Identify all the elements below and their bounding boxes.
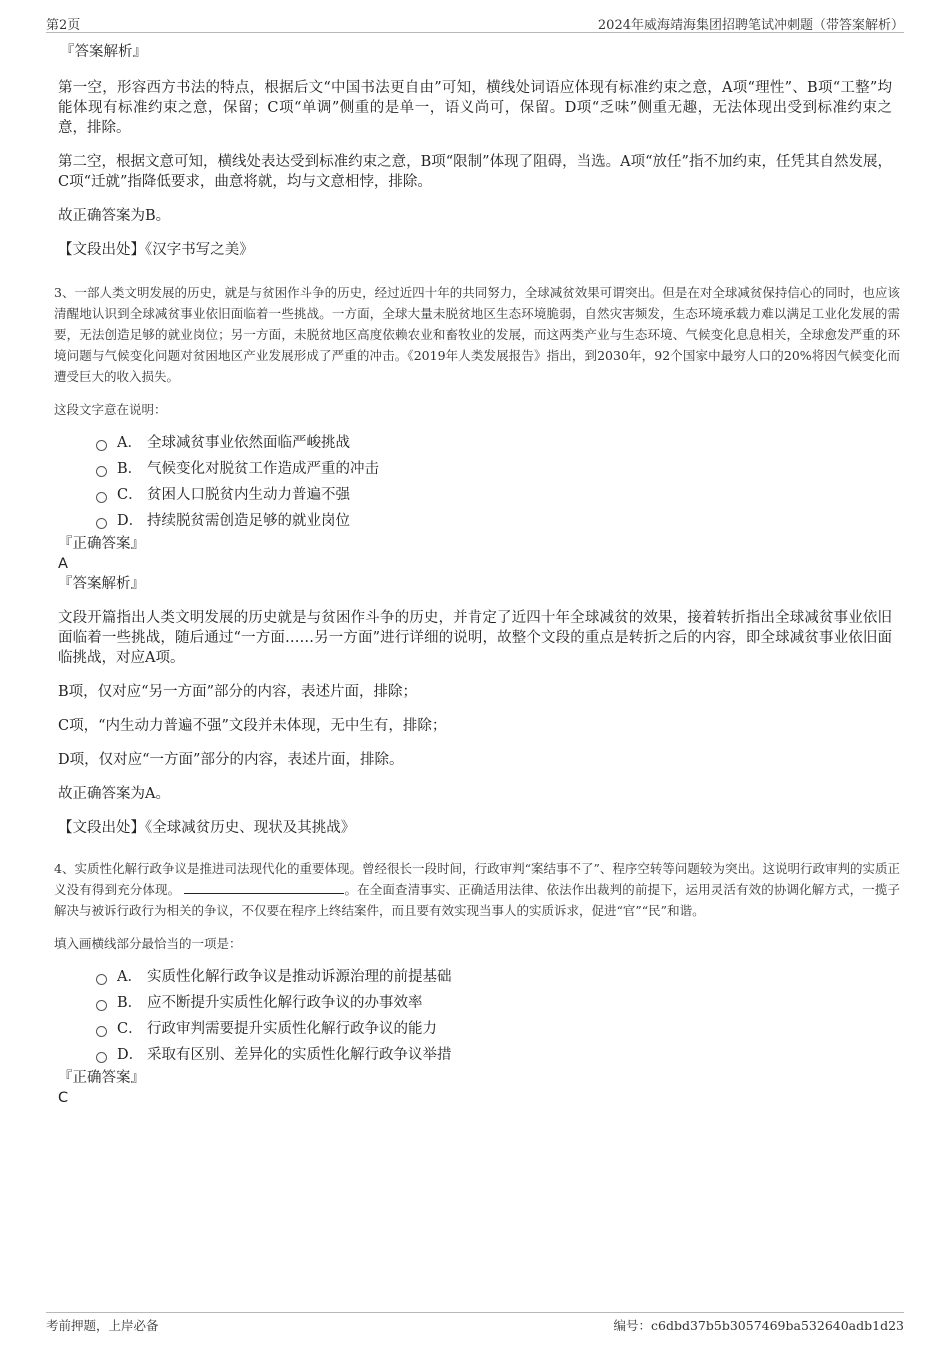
q4-stem-after: 。在全面查清事实、正确适用法律、依法作出裁判的前提下，运用灵活有效的协调化解方式，一揽子解决与被诉行政行为相关的争议，不仅要在程序上终结案件，而且要有效实现当事人的实质诉求，促进“官”“民”和谐。 [54, 882, 900, 918]
option-letter: A． [117, 969, 142, 985]
q3-source: 【文段出处】《全球减贫历史、现状及其挑战》 [58, 820, 356, 836]
option-text: 持续脱贫需创造足够的就业岗位 [147, 513, 350, 529]
page-header [46, 14, 904, 33]
radio-icon[interactable] [96, 440, 107, 451]
option-letter: D． [117, 513, 144, 529]
q3-options [96, 430, 900, 534]
option-letter: C． [117, 487, 143, 503]
radio-icon[interactable] [96, 974, 107, 985]
document-title: 2024年威海靖海集团招聘笔试冲刺题（带答案解析） [597, 18, 904, 33]
q2-source: 【文段出处】《汉字书写之美》 [58, 242, 254, 258]
option-text: 采取有区别、差异化的实质性化解行政争议举措 [147, 1047, 452, 1063]
q3-answer-label: 『正确答案』 [58, 536, 145, 552]
radio-icon[interactable] [96, 492, 107, 503]
q2-analysis-label: 『答案解析』 [60, 44, 147, 60]
q4-option-c[interactable] [96, 1016, 900, 1042]
q4-answer-label: 『正确答案』 [58, 1070, 145, 1086]
page-number: 第2页 [46, 18, 81, 33]
q3-option-a[interactable] [96, 430, 900, 456]
q3-prompt: 这段文字意在说明： [54, 402, 167, 417]
q3-option-c[interactable] [96, 482, 900, 508]
page-content [54, 42, 900, 1108]
option-letter: C． [117, 1021, 143, 1037]
option-letter: B． [117, 995, 143, 1011]
q4-stem-before: 4、实质性化解行政争议是推进司法现代化的重要体现。曾经很长一段时间，行政审判“案结事不了”、程序空转等问题较为突出。这说明行政审判的实质正义没有得到充分体现。 [54, 861, 900, 897]
answer-blank [184, 881, 344, 894]
option-text: 行政审判需要提升实质性化解行政争议的能力 [147, 1021, 437, 1037]
option-text: 全球减贫事业依然面临严峻挑战 [147, 435, 350, 451]
option-letter: B． [117, 461, 143, 477]
radio-icon[interactable] [96, 518, 107, 529]
q4-option-d[interactable] [96, 1042, 900, 1068]
q4-option-a[interactable] [96, 964, 900, 990]
radio-icon[interactable] [96, 1000, 107, 1011]
q3-analysis-paragraph-2: B项，仅对应“另一方面”部分的内容，表述片面，排除； [58, 684, 417, 700]
q3-option-d[interactable] [96, 508, 900, 534]
page-footer [46, 1312, 904, 1335]
option-letter: A． [117, 435, 142, 451]
q3-answer: A [58, 556, 68, 572]
q4-stem [54, 858, 900, 921]
option-text: 贫困人口脱贫内生动力普遍不强 [147, 487, 350, 503]
q2-analysis-paragraph-2: 第二空，根据文意可知，横线处表达受到标准约束之意，B项“限制”体现了阻碍，当选。A项“放任”指不加约束，任凭其自然发展，C项“迁就”指降低要求，曲意将就，均与文意相悖，排除。 [58, 154, 892, 190]
q3-analysis-paragraph-4: D项，仅对应“一方面”部分的内容，表述片面，排除。 [58, 752, 404, 768]
option-text: 气候变化对脱贫工作造成严重的冲击 [147, 461, 379, 477]
q3-analysis-paragraph-3: C项，“内生动力普遍不强”文段并未体现，无中生有，排除； [58, 718, 447, 734]
q2-conclusion: 故正确答案为B。 [58, 208, 171, 224]
document-code: 编号：c6dbd37b5b3057469ba532640adb1d23 [613, 1318, 904, 1333]
q2-analysis-paragraph-1: 第一空，形容西方书法的特点，根据后文“中国书法更自由”可知，横线处词语应体现有标准约束之意，A项“理性”、B项“工整”均能体现有标准约束之意，保留；C项“单调”侧重的是单一，语义尚可，保留。D项“乏味”侧重无趣，无法体现出受到标准约束之意，排除。 [58, 80, 892, 136]
q3-analysis-label: 『答案解析』 [58, 576, 145, 592]
radio-icon[interactable] [96, 466, 107, 477]
q3-stem: 3、一部人类文明发展的历史，就是与贫困作斗争的历史，经过近四十年的共同努力，全球减贫效果可谓突出。但是在对全球减贫保持信心的同时，也应该清醒地认识到全球减贫事业依旧面临着一些挑战。一方面，全球大量未脱贫地区生态环境脆弱，自然灾害频发，生态环境承载力难以满足工业化发展的需要，无法创造足够的就业岗位；另一方面，未脱贫地区高度依赖农业和畜牧业的发展，而这两类产业与生态环境、气候变化息息相关，全球愈发严重的环境问题与气候变化问题对贫困地区产业发展形成了严重的冲击。《2019年人类发展报告》指出，到2030年，92个国家中最穷人口的20%将因气候变化而遭受巨大的收入损失。 [54, 285, 900, 384]
q4-options [96, 964, 900, 1068]
q4-prompt: 填入画横线部分最恰当的一项是： [54, 936, 242, 951]
option-letter: D． [117, 1047, 144, 1063]
q3-option-b[interactable] [96, 456, 900, 482]
option-text: 实质性化解行政争议是推动诉源治理的前提基础 [147, 969, 452, 985]
q3-analysis-paragraph-1: 文段开篇指出人类文明发展的历史就是与贫困作斗争的历史，并肯定了近四十年全球减贫的效果，接着转折指出全球减贫事业依旧面临着一些挑战，随后通过“一方面……另一方面”进行详细的说明，故整个文段的重点是转折之后的内容，即全球减贫事业依旧面临挑战，对应A项。 [58, 610, 892, 666]
radio-icon[interactable] [96, 1052, 107, 1063]
q4-option-b[interactable] [96, 990, 900, 1016]
footer-slogan: 考前押题，上岸必备 [46, 1318, 159, 1333]
q3-conclusion: 故正确答案为A。 [58, 786, 170, 802]
q4-answer: C [58, 1090, 69, 1106]
option-text: 应不断提升实质性化解行政争议的办事效率 [147, 995, 423, 1011]
radio-icon[interactable] [96, 1026, 107, 1037]
